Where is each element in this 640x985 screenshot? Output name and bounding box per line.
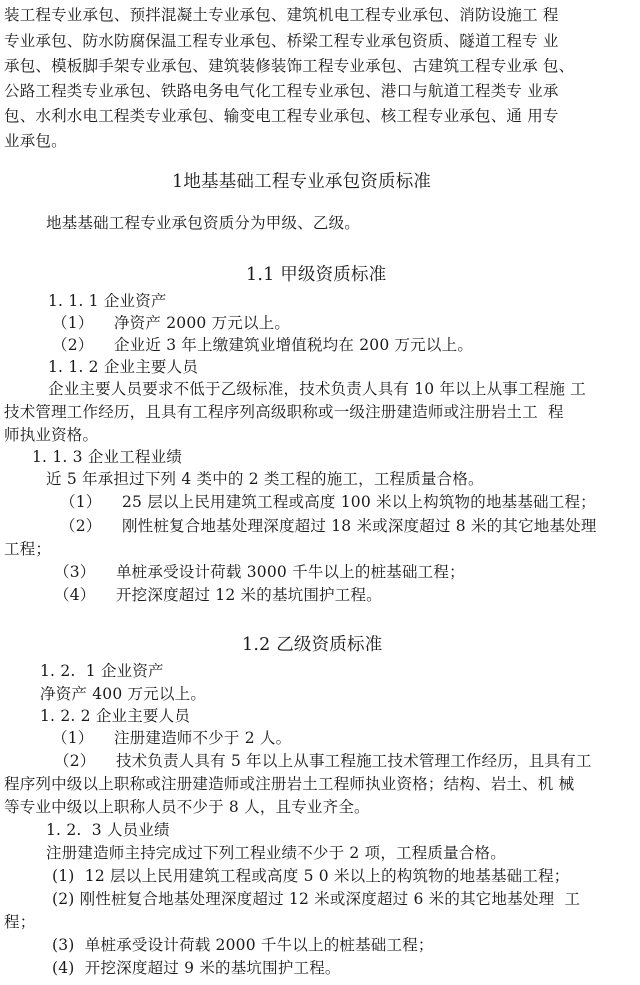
grade-a-staff-text: 技术管理工作经历，且具有工程序列高级职称或一级注册建造师或注册岩土工 程 — [4, 403, 564, 421]
grade-a-perf-item: （2） 刚性桩复合地基处理深度超过 18 米或深度超过 8 米的其它地基处理 — [60, 517, 597, 535]
intro-line: 装工程专业承包、预拌混凝土专业承包、建筑机电工程专业承包、消防设施工 程 — [4, 6, 559, 24]
intro-line: 公路工程类专业承包、铁路电务电气化工程专业承包、港口与航道工程类专 业承 — [4, 82, 559, 100]
section-intro: 地基基础工程专业承包资质分为甲级、乙级。 — [46, 214, 361, 232]
grade-b-assets-heading: 1. 2. 1 企业资产 — [40, 662, 164, 680]
intro-line: 专业承包、防水防腐保温工程专业承包、桥梁工程专业承包资质、隧道工程专 业 — [4, 32, 559, 50]
intro-line: 包、水利水电工程类专业承包、输变电工程专业承包、核工程专业承包、通 用专 — [4, 107, 559, 125]
grade-b-staff-item: （2） 技术负责人具有 5 年以上从事工程施工技术管理工作经历，且具有工 — [54, 752, 592, 770]
grade-a-staff-text: 企业主要人员要求不低于乙级标准，技术负责人具有 10 年以上从事工程施 工 — [48, 380, 586, 398]
grade-b-staff-item-cont: 程序列中级以上职称或注册建造师或注册岩土工程师执业资格；结构、岩土、机 械 — [4, 775, 575, 793]
grade-a-staff-heading: 1. 1. 2 企业主要人员 — [48, 358, 199, 376]
intro-line: 承包、模板脚手架专业承包、建筑装修装饰工程专业承包、古建筑工程专业承 包、 — [4, 57, 575, 75]
grade-a-perf-intro: 近 5 年承担过下列 4 类中的 2 类工程的施工，工程质量合格。 — [46, 470, 484, 488]
grade-b-assets-text: 净资产 400 万元以上。 — [40, 685, 207, 703]
grade-b-staff-heading: 1. 2. 2 企业主要人员 — [40, 707, 191, 725]
grade-b-perf-item: (3) 单桩承受设计荷载 2000 千牛以上的桩基础工程； — [52, 936, 434, 954]
grade-b-perf-item: (1) 12 层以上民用建筑工程或高度 5 0 米以上的构筑物的地基基础工程； — [52, 867, 570, 885]
grade-a-perf-heading: 1. 1. 3 企业工程业绩 — [32, 448, 183, 466]
grade-b-perf-item: (4) 开挖深度超过 9 米的基坑围护工程。 — [52, 959, 341, 977]
grade-b-perf-item-cont: 程； — [4, 913, 36, 931]
grade-b-staff-item: （1） 注册建造师不少于 2 人。 — [52, 729, 292, 747]
grade-b-perf-item: (2) 刚性桩复合地基处理深度超过 12 米或深度超过 6 米的其它地基处理 工 — [52, 890, 581, 908]
grade-a-perf-item: （3） 单桩承受设计荷载 3000 千牛以上的桩基础工程； — [54, 563, 465, 581]
grade-b-staff-item-cont: 等专业中级以上职称人员不少于 8 人，且专业齐全。 — [4, 798, 370, 816]
grade-a-perf-item: （4） 开挖深度超过 12 米的基坑围护工程。 — [54, 586, 382, 604]
grade-b-perf-intro: 注册建造师主持完成过下列工程业绩不少于 2 项，工程质量合格。 — [46, 844, 506, 862]
grade-a-assets-heading: 1. 1. 1 企业资产 — [48, 292, 167, 310]
grade-a-assets-item: （1） 净资产 2000 万元以上。 — [52, 314, 291, 332]
intro-line: 业承包。 — [4, 132, 67, 150]
grade-a-title: 1.1 甲级资质标准 — [246, 265, 387, 285]
grade-b-perf-heading: 1. 2. 3 人员业绩 — [46, 821, 170, 839]
grade-a-staff-text: 师执业资格。 — [4, 426, 99, 444]
grade-a-perf-item: （1） 25 层以上民用建筑工程或高度 100 米以上构筑物的地基基础工程； — [60, 493, 596, 511]
section-title: 1地基基础工程专业承包资质标准 — [172, 172, 432, 192]
grade-a-assets-item: （2） 企业近 3 年上缴建筑业增值税均在 200 万元以上。 — [52, 336, 474, 354]
grade-b-title: 1.2 乙级资质标准 — [242, 635, 383, 655]
grade-a-perf-item-cont: 工程； — [4, 540, 52, 558]
